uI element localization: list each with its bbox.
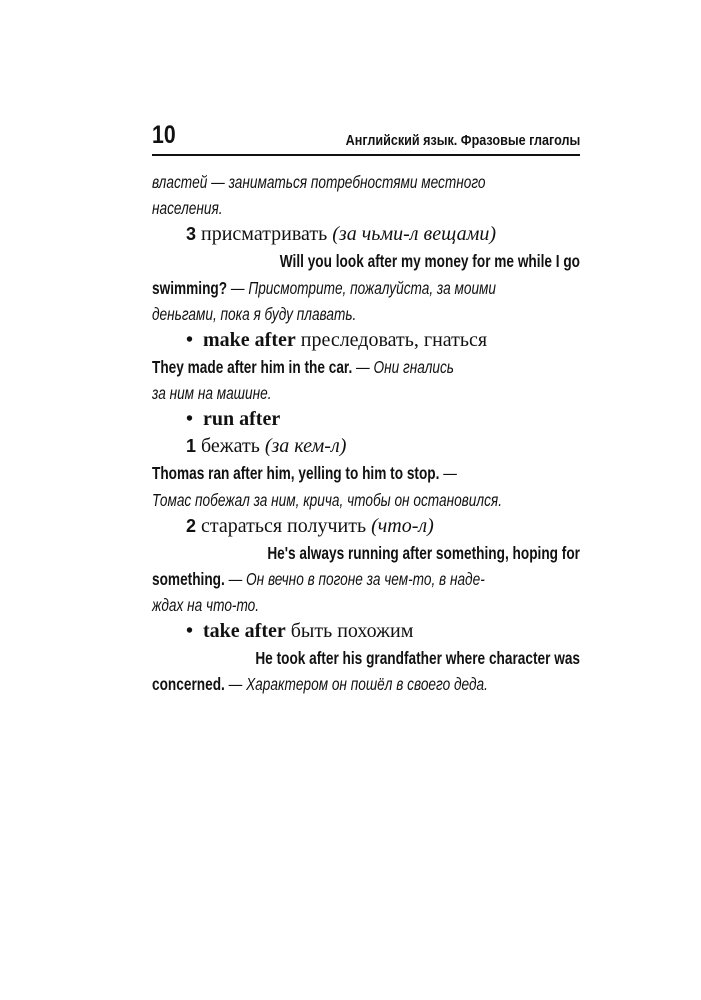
example-en-line: He's always running after something, hoping for: [267, 542, 580, 563]
example-dash: —: [439, 463, 457, 484]
definition: преследовать, гнаться: [300, 328, 488, 351]
definition: быть похожим: [290, 620, 414, 643]
sense-1-run-after: [152, 433, 580, 460]
sense-definition: присматривать: [201, 223, 328, 246]
example-line: [152, 354, 486, 380]
page-header: [152, 112, 580, 156]
sense-number: 3: [186, 224, 197, 245]
sense-hint: (за кем-л): [264, 435, 347, 458]
example-line: [152, 671, 486, 697]
entry-take-after: [152, 618, 580, 645]
example-line: [152, 275, 497, 301]
example-en: swimming?: [152, 277, 228, 298]
example-en: Thomas ran after him, yelling to him to stop.: [152, 463, 440, 484]
bullet: •: [186, 328, 194, 351]
sense-number: 1: [186, 436, 197, 457]
sense-3-look-after: [152, 221, 580, 248]
running-title: Английский язык. Фразовые глаголы: [345, 132, 580, 149]
entry-make-after: [152, 327, 580, 354]
text-line: населения.: [152, 198, 223, 219]
example-ru-line: деньгами, пока я буду плавать.: [152, 303, 357, 324]
sense-hint: (за чьми-л вещами): [332, 223, 497, 246]
example-en-line: Will you look after my money for me while I go: [279, 251, 580, 272]
bullet: •: [186, 620, 194, 643]
example-en: something.: [152, 568, 225, 589]
sense-definition: стараться получить: [201, 514, 367, 537]
text-line: властей — заниматься потребностями местного: [152, 172, 486, 192]
example-en: They made after him in the car.: [152, 356, 353, 377]
example-line: [152, 460, 486, 486]
sense-hint: (что-л): [371, 514, 434, 537]
example-ru-line: Томас побежал за ним, крича, чтобы он остановился.: [152, 489, 503, 510]
sense-2-run-after: [152, 513, 580, 540]
sense-definition: бежать: [201, 435, 260, 458]
phrasal-verb: run after: [203, 408, 281, 431]
example-ru: — Они гнались: [352, 356, 454, 377]
example-ru-line: ждах на что-то.: [152, 595, 260, 616]
example-en-line: He took after his grandfather where character was: [255, 648, 580, 669]
phrasal-verb: make after: [203, 328, 296, 351]
book-page: [152, 112, 580, 698]
sense-number: 2: [186, 515, 197, 536]
example-en: concerned.: [152, 674, 225, 695]
example-ru: — Присмотрите, пожалуйста, за моими: [227, 277, 497, 298]
example-line: [152, 566, 486, 592]
phrasal-verb: take after: [203, 620, 286, 643]
example-ru-line: за ним на машине.: [152, 383, 272, 404]
example-ru: — Характером он пошёл в своего деда.: [224, 674, 488, 695]
entry-run-after: [152, 406, 580, 433]
page-number: 10: [152, 121, 176, 149]
bullet: •: [186, 408, 194, 431]
example-ru: — Он вечно в погоне за чем-то, в наде-: [224, 568, 485, 589]
page-body: [152, 169, 580, 698]
